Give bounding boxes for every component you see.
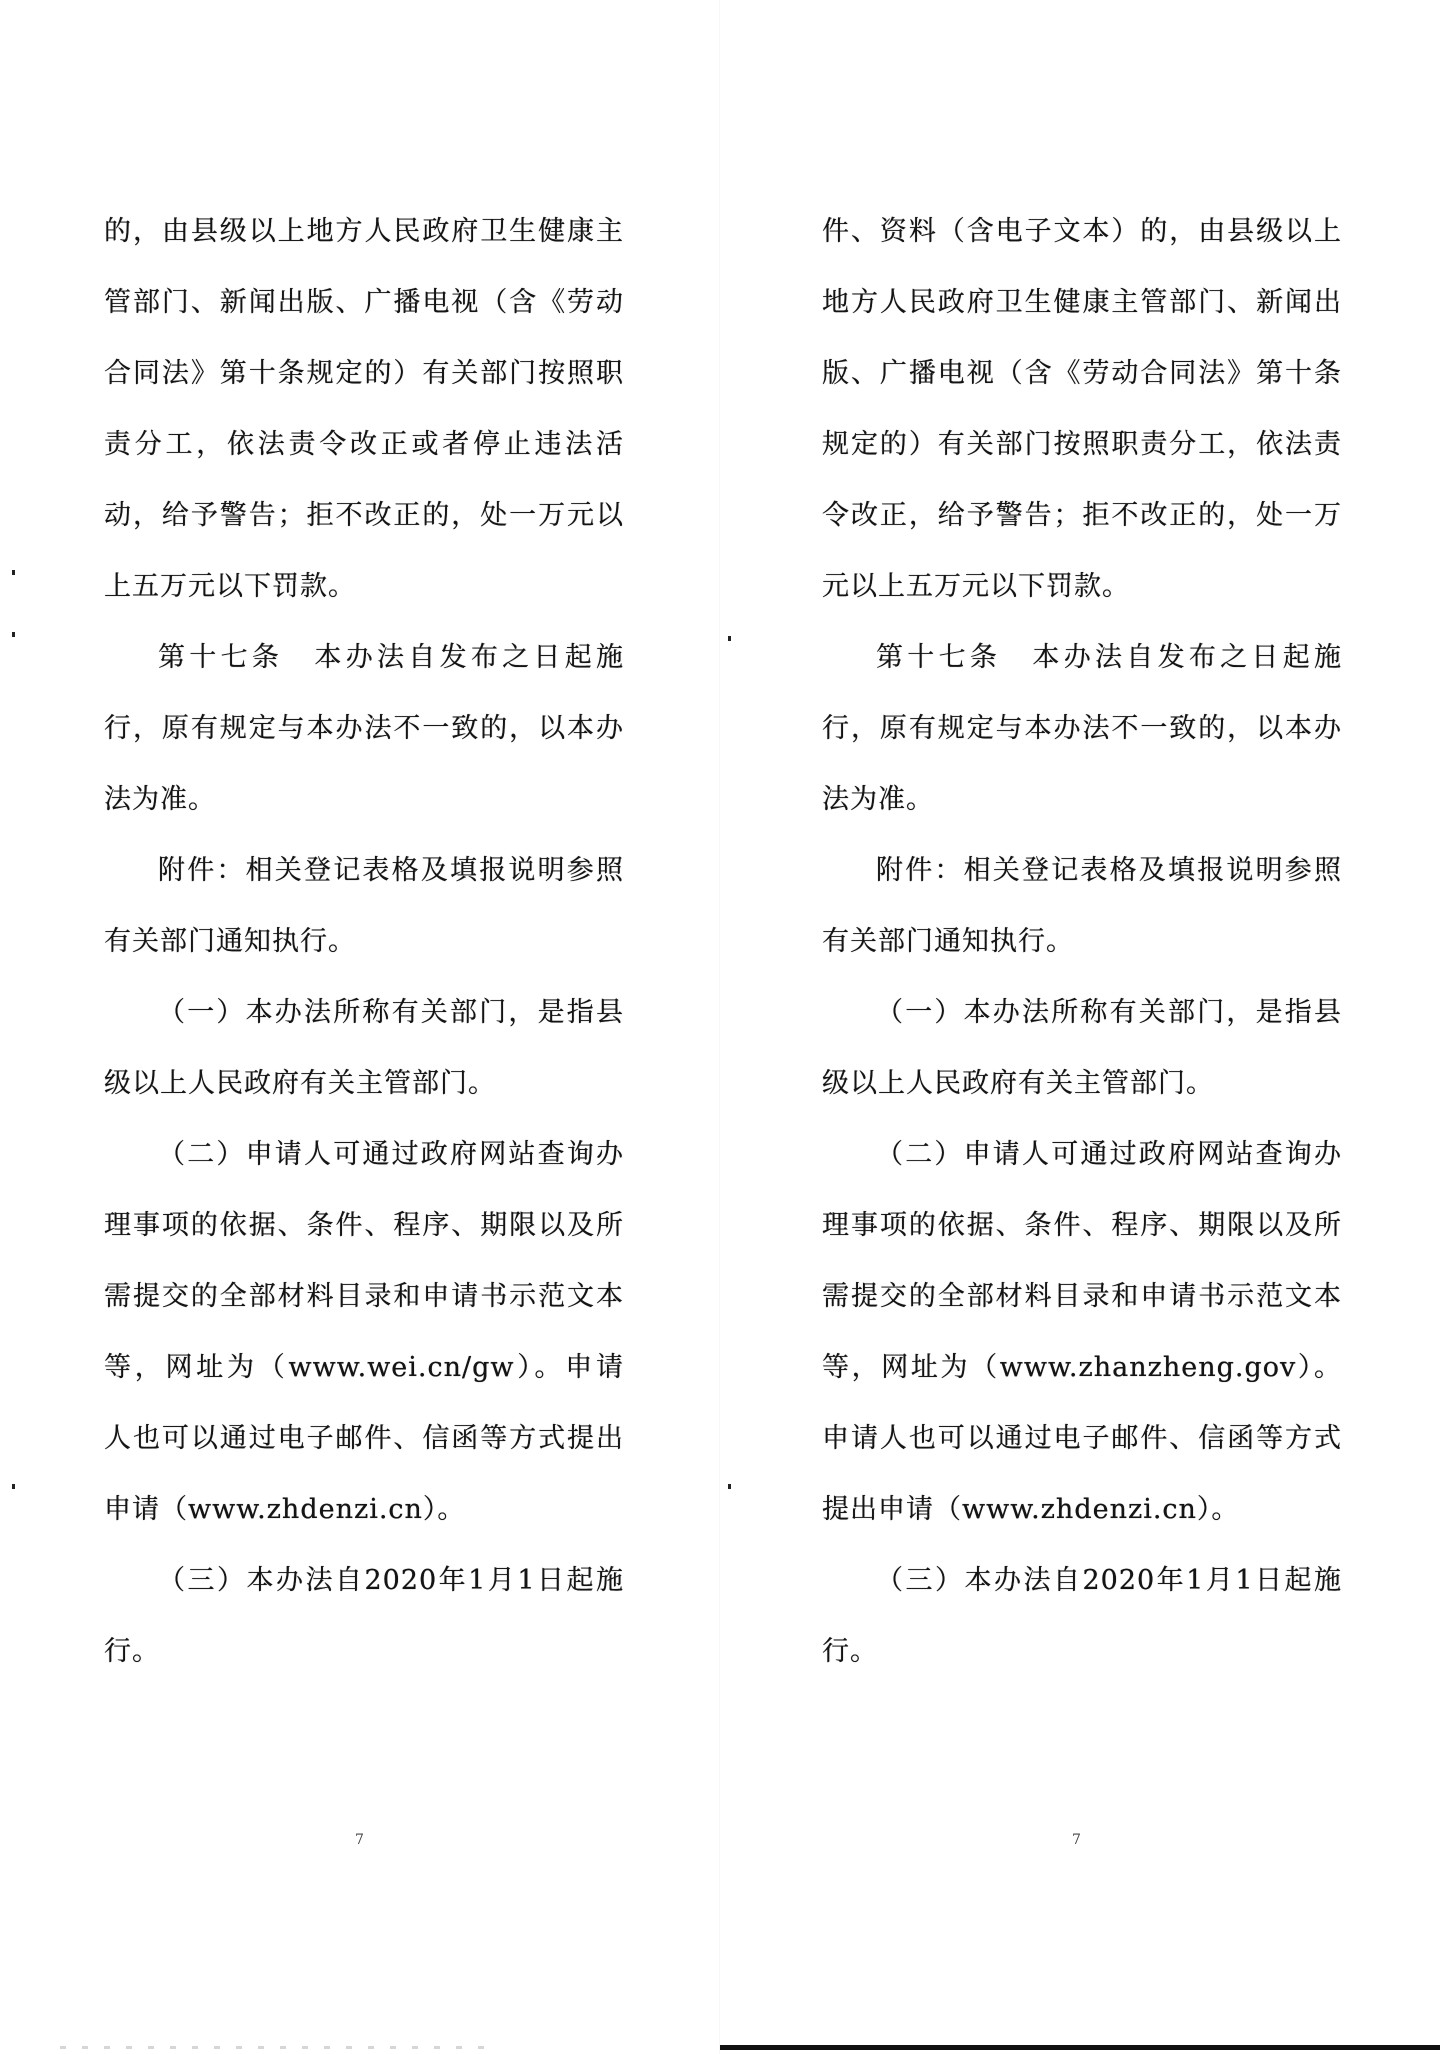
paragraph: （三）本办法自2020年1月1日起施行。 (104, 1565, 624, 1667)
paragraph: （一）本办法所称有关部门，是指县级以上人民政府有关主管部门。 (104, 997, 624, 1099)
paragraph: （一）本办法所称有关部门，是指县级以上人民政府有关主管部门。 (822, 997, 1342, 1099)
paragraph: 的，由县级以上地方人民政府卫生健康主管部门、新闻出版、广播电视（含《劳动合同法》第十条规定的）有关部门按照职责分工，依法责令改正或者停止违法活动，给予警告；拒不改正的，处一万元以上五万元以下罚款。 (104, 216, 624, 602)
paragraph: 第十七条 本办法自发布之日起施行，原有规定与本办法不一致的，以本办法为准。 (104, 642, 624, 815)
scan-speck (12, 632, 15, 637)
scan-speck (728, 1484, 731, 1489)
paragraph: （二）申请人可通过政府网站查询办理事项的依据、条件、程序、期限以及所需提交的全部材料目录和申请书示范文本等，网址为（www.zhanzheng.gov）。申请人也可以通过电子邮件、信函等方式提出申请（www.zhdenzi.cn）。 (822, 1139, 1342, 1525)
scan-speck (12, 570, 15, 575)
paragraph: 第十七条 本办法自发布之日起施行，原有规定与本办法不一致的，以本办法为准。 (822, 642, 1342, 815)
page-number: 7 (355, 1832, 364, 1848)
scan-edge-bar (720, 2045, 1440, 2050)
scan-speck (12, 1484, 15, 1489)
scan-speck (728, 636, 731, 641)
left-page-text (104, 196, 624, 1687)
paragraph: （二）申请人可通过政府网站查询办理事项的依据、条件、程序、期限以及所需提交的全部材料目录和申请书示范文本等，网址为（www.wei.cn/gw）。申请人也可以通过电子邮件、信函等方式提出申请（www.zhdenzi.cn）。 (104, 1139, 624, 1525)
right-page-text (822, 196, 1342, 1687)
paragraph: （三）本办法自2020年1月1日起施行。 (822, 1565, 1342, 1667)
paragraph: 附件：相关登记表格及填报说明参照有关部门通知执行。 (822, 855, 1342, 957)
scan-noise (60, 2046, 500, 2049)
paragraph: 件、资料（含电子文本）的，由县级以上地方人民政府卫生健康主管部门、新闻出版、广播电视（含《劳动合同法》第十条规定的）有关部门按照职责分工，依法责令改正，给予警告；拒不改正的，处一万元以上五万元以下罚款。 (822, 216, 1342, 602)
page-number: 7 (1072, 1832, 1081, 1848)
paragraph: 附件：相关登记表格及填报说明参照有关部门通知执行。 (104, 855, 624, 957)
